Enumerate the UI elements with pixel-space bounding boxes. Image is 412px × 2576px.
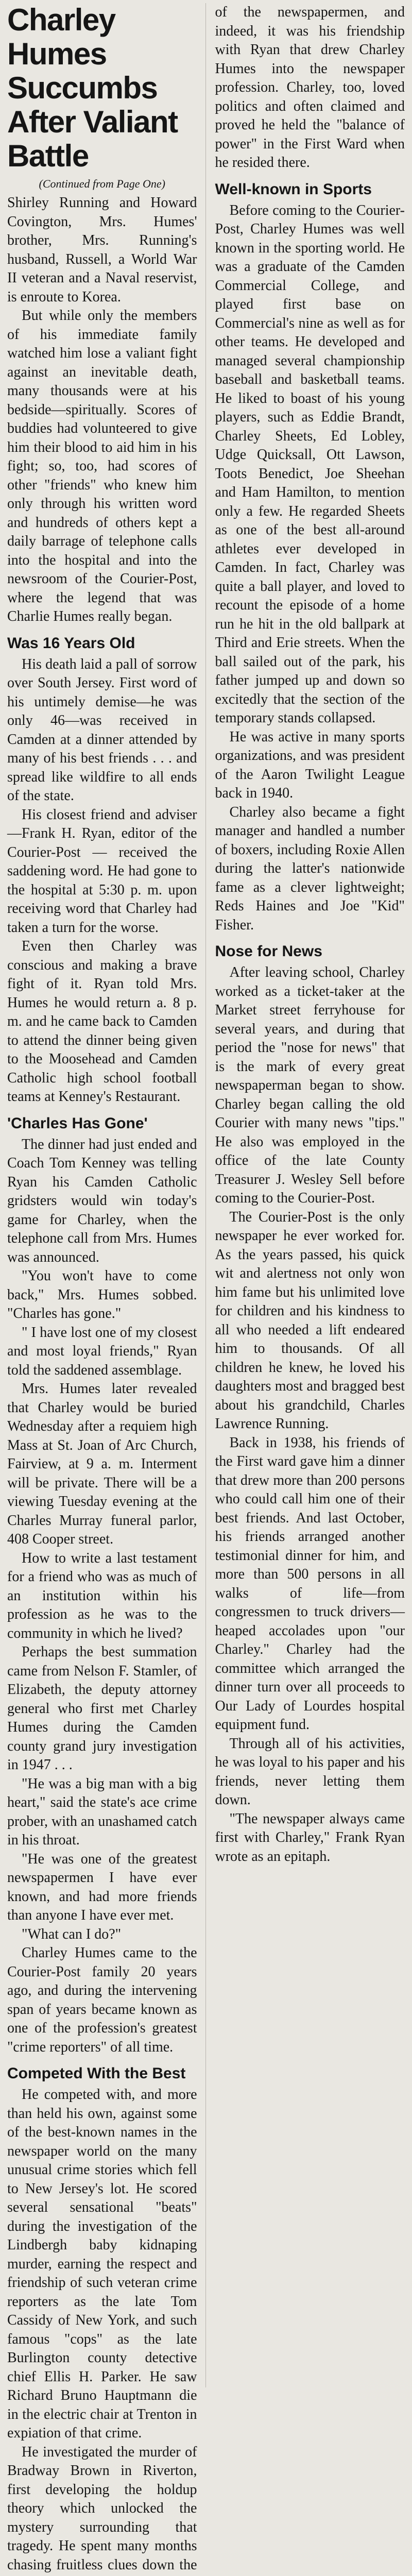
paragraph: Back in 1938, his friends of the First ward gave him a dinner that drew more than 200 persons who could call him one of their best friends. And last October, his friends arranged another testimonial dinner for him, and more than 500 persons in all walks of life—from congressmen to truck drivers—heaped accolades upon "our Charley." Charley had the committee which arranged the dinner turn over all proceeds to Our Lady of Lourdes hospital equipment fund. [215, 1434, 405, 1735]
paragraph: Even then Charley was conscious and making a brave fight of it. Ryan told Mrs. Humes he would return a. 8 p. m. and he came back to Camden to attend the dinner being given to the Moosehead and Camden Catholic high school football teams at Kenney's Restaurant. [7, 937, 197, 1107]
subheading: Well-known in Sports [215, 180, 405, 199]
paragraph: "What can I do?" [7, 1925, 197, 1944]
paragraph: Perhaps the best summation came from Nelson F. Stamler, of Elizabeth, the deputy attorney general who first met Charley Humes during the Camden county grand jury investigation in 1947 . . . [7, 1643, 197, 1775]
subheading: Was 16 Years Old [7, 634, 197, 653]
paragraph: Charley also became a fight manager and handled a number of boxers, including Roxie Allen during the latter's nationwide fame as a clever lightweight; Reds Haines and Joe "Kid" Fisher. [215, 803, 405, 935]
paragraph: Shirley Running and Howard Covington, Mrs. Humes' brother, Mrs. Running's husband, Russell, a World War II veteran and a Naval reservist, is enroute to Korea. [7, 194, 197, 307]
paragraph: Mrs. Humes later revealed that Charley would be buried Wednesday after a requiem high Mass at St. Joan of Arc Church, Fairview, at 9 a. m. Interment will be private. There will be a viewing Tuesday evening at the Charles Murray funeral parlor, 408 Cooper street. [7, 1380, 197, 1549]
paragraph: The Courier-Post is the only newspaper he ever worked for. As the years passed, his quick wit and alertness not only won him fame but his unlimited love for children and his kindness to all who needed a lift endeared him to thousands. Of all children he knew, he loved his daughters most and bragged best about his grandchild, Charles Lawrence Running. [215, 1208, 405, 1434]
paragraph: After leaving school, Charley worked as a ticket-taker at the Market street ferryhouse for several years, and during that period the "nose for news" that is the mark of every great newspaperman began to show. Charley began calling the old Courier with many news "tips." He also was employed in the office of the late County Treasurer J. Wesley Sell before coming to the Courier-Post. [215, 963, 405, 1208]
left-column [7, 3, 206, 2387]
paragraph: He was active in many sports organizations, and was president of the Aaron Twilight League back in 1940. [215, 728, 405, 803]
paragraph: "You won't have to come back," Mrs. Humes sobbed. "Charles has gone." [7, 1267, 197, 1324]
subheading: Nose for News [215, 942, 405, 961]
paragraph: "He was a big man with a big heart," said the state's ace crime prober, with an unashamed catch in his throat. [7, 1775, 197, 1850]
paragraph: But while only the members of his immediate family watched him lose a valiant fight against an inevitable death, many thousands were at his bedside—spiritually. Scores of buddies had volunteered to give him their blood to aid him in his fight; so, too, had scores of other "friends" who knew him only through his written word and hundreds of others kept a daily barrage of telephone calls into the hospital and into the newsroom of the Courier-Post, where the legend that was Charlie Humes really began. [7, 307, 197, 626]
subheading: 'Charles Has Gone' [7, 1114, 197, 1133]
paragraph: Charley Humes came to the Courier-Post family 20 years ago, and during the intervening span of years became known as one of the profession's greatest "crime reporters" of all time. [7, 1944, 197, 2057]
paragraph: Through all of his activities, he was loyal to his paper and his friends, never letting them down. [215, 1735, 405, 1810]
continued-note: (Continued from Page One) [7, 177, 197, 191]
paragraph: His closest friend and adviser—Frank H. Ryan, editor of the Courier-Post — received the saddening word. He had gone to the hospital at 5:30 p. m. upon receiving word that Charley had taken a turn for the worse. [7, 806, 197, 938]
paragraph: " I have lost one of my closest and most loyal friends," Ryan told the saddened assemblage. [7, 1324, 197, 1380]
paragraph: His death laid a pall of sorrow over South Jersey. First word of his untimely demise—he was only 46—was received in Camden at a dinner attended by many of his best friends . . . and spread like wildfire to all ends of the state. [7, 655, 197, 806]
headline: Charley Humes Succumbs After Valiant Battle [7, 3, 197, 173]
subheading: Competed With the Best [7, 2064, 197, 2083]
paragraph: He investigated the murder of Bradway Brown in Riverton, first developing the holdup theory which unlocked the mystery surrounding that tragedy. He spent many months chasing fruitless clues down the [7, 2443, 197, 2576]
paragraph: The dinner had just ended and Coach Tom Kenney was telling Ryan his Camden Catholic gridsters would win today's game for Charley, when the telephone call from Mrs. Humes was announced. [7, 1136, 197, 1267]
paragraph: of the newspapermen, and indeed, it was his friendship with Ryan that drew Charley Humes into the newspaper profession. Charley, too, loved politics and often claimed and proved he held the "balance of power" in the First Ward when he resided there. [215, 3, 405, 173]
paragraph: How to write a last testament for a friend who was as much of an institution within his profession as he was to the community in which he lived? [7, 1549, 197, 1643]
paragraph: "The newspaper always came first with Charley," Frank Ryan wrote as an epitaph. [215, 1810, 405, 1867]
paragraph: Before coming to the Courier-Post, Charley Humes was well known in the sporting world. He was a graduate of the Camden Commercial College, and played first base on Commercial's nine as well as for other teams. He developed and managed several championship baseball and basketball teams. He liked to boast of his young players, such as Eddie Brandt, Charley Sheets, Ed Lobley, Udge Quicksall, Ott Lawson, Toots Benedict, Joe Sheehan and Ham Hamilton, to mention only a few. He regarded Sheets as one of the best all-around athletes ever developed in Camden. In fact, Charley was quite a ball player, and loved to recount the episode of a home run he hit in the old ballpark at Third and Erie streets. When the ball sailed out of the park, his father jumped up and down so excitedly that the section of the temporary stands collapsed. [215, 201, 405, 728]
paragraph: He competed with, and more than held his own, against some of the best-known names in the newspaper world on the many unusual crime stories which fell to New Jersey's lot. He scored several sensational "beats" during the investigation of the Lindbergh baby kidnaping murder, earning the respect and friendship of such veteran crime reporters as the late Tom Cassidy of New York, and such famous "cops" as the late Burlington county detective chief Ellis H. Parker. He saw Richard Bruno Hauptmann die in the electric chair at Trenton in expiation of that crime. [7, 2086, 197, 2443]
paragraph: "He was one of the greatest newspapermen I have ever known, and had more friends than anyone I have ever met. [7, 1850, 197, 1925]
right-column [215, 3, 405, 2387]
